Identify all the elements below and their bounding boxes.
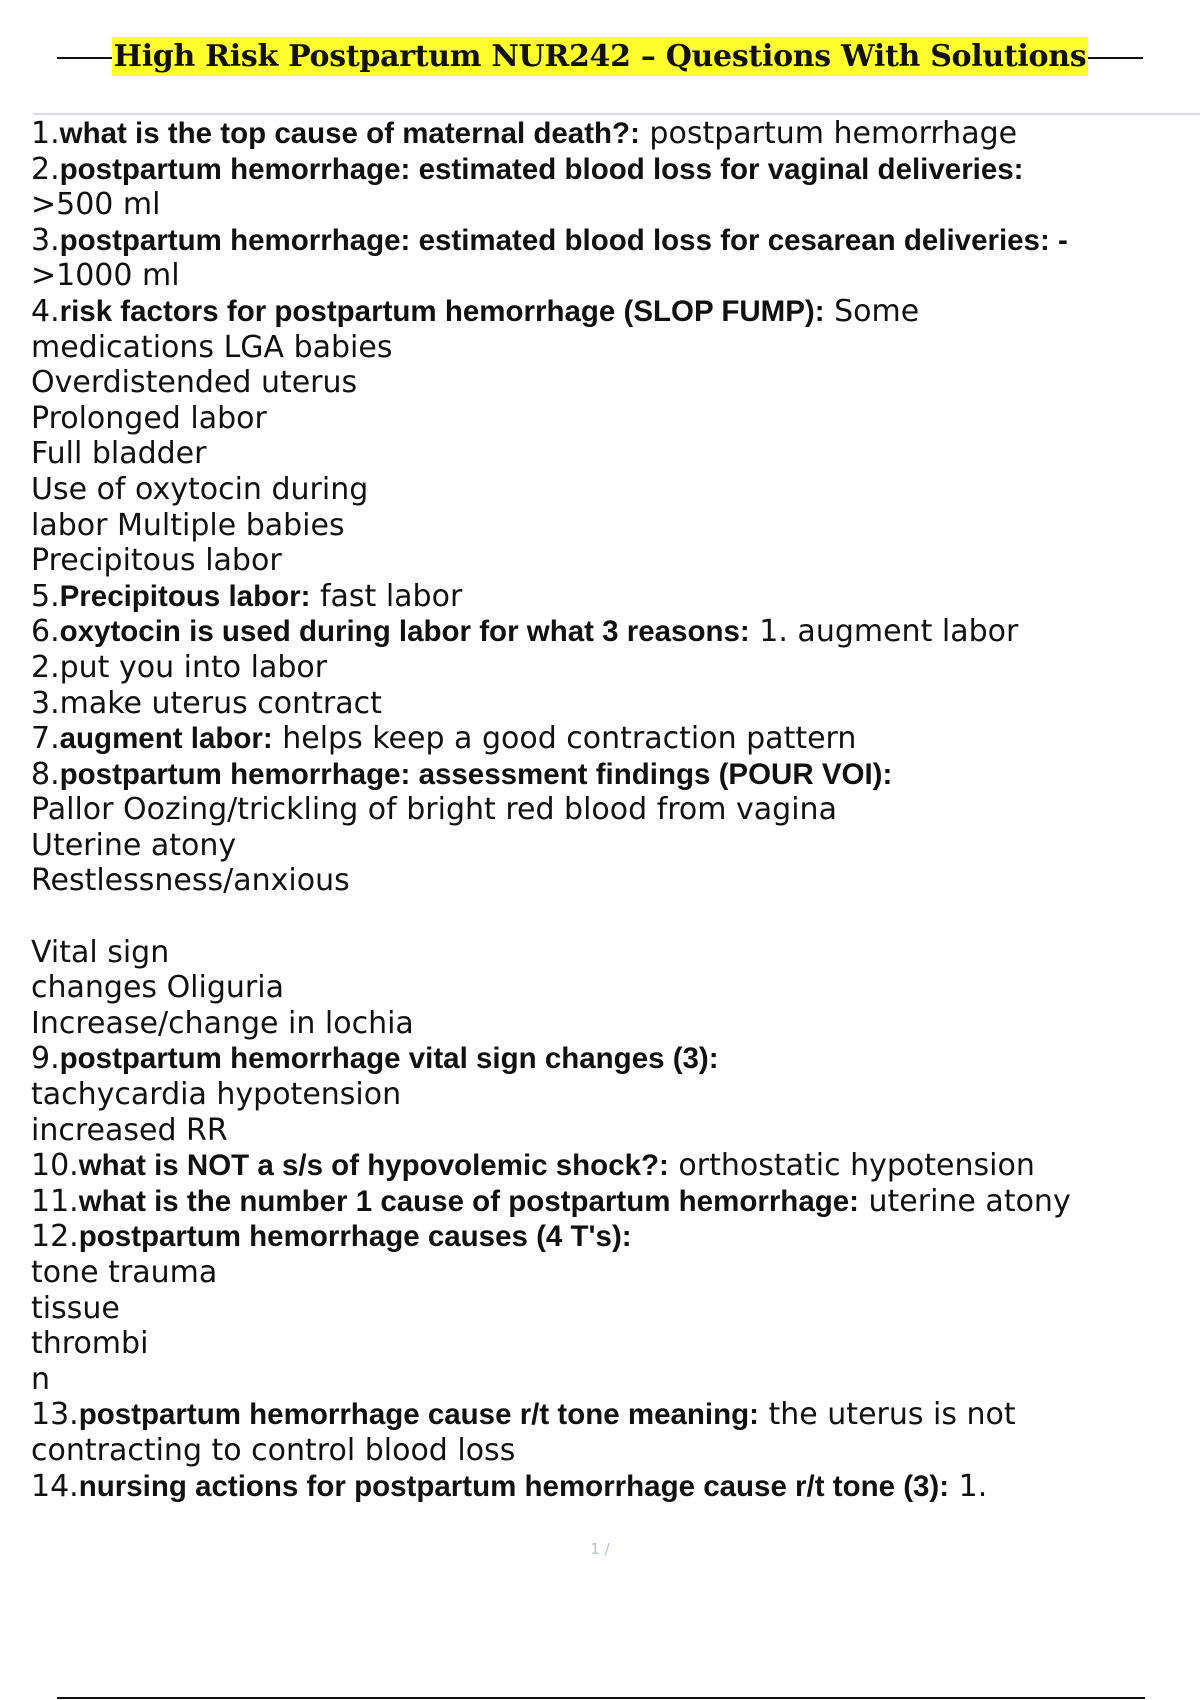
question-text: postpartum hemorrhage: estimated blood loss for cesarean deliveries: - bbox=[59, 223, 1068, 257]
answer-text: Uterine atony bbox=[31, 827, 237, 863]
title-left-rule bbox=[57, 57, 112, 59]
answer-text: thrombi bbox=[31, 1326, 149, 1362]
answer-line bbox=[31, 436, 1181, 472]
answer-text: uterine atony bbox=[858, 1183, 1071, 1219]
answer-line bbox=[31, 258, 1181, 294]
question-line bbox=[31, 1219, 1181, 1255]
answer-line bbox=[31, 401, 1181, 437]
answer-text: contracting to control blood loss bbox=[31, 1432, 516, 1468]
answer-line bbox=[31, 828, 1181, 864]
answer-line bbox=[31, 650, 1181, 686]
answer-text: Increase/change in lochia bbox=[31, 1005, 414, 1041]
question-text: what is the top cause of maternal death?: bbox=[59, 117, 640, 150]
header-divider bbox=[33, 113, 1200, 115]
answer-text: increased RR bbox=[31, 1112, 228, 1148]
answer-line bbox=[31, 970, 1181, 1006]
blank-line bbox=[31, 899, 1181, 935]
answer-text: make uterus contract bbox=[59, 685, 382, 721]
item-number: 2. bbox=[31, 649, 60, 685]
answer-line bbox=[31, 472, 1181, 508]
question-text: risk factors for postpartum hemorrhage (SLOP FUMP): bbox=[59, 294, 825, 328]
question-text: postpartum hemorrhage causes (4 T's): bbox=[78, 1220, 632, 1254]
answer-text: put you into labor bbox=[59, 649, 328, 685]
answer-text: helps keep a good contraction pattern bbox=[272, 721, 857, 757]
answer-text: fast labor bbox=[310, 578, 463, 614]
answer-line bbox=[31, 508, 1181, 544]
answer-line bbox=[31, 1006, 1181, 1042]
answer-text: Full bladder bbox=[31, 436, 207, 472]
item-number: 13. bbox=[31, 1397, 79, 1433]
answer-text: >1000 ml bbox=[31, 258, 180, 294]
answer-line bbox=[31, 1362, 1181, 1398]
document-body bbox=[31, 116, 1181, 1504]
question-line bbox=[31, 579, 1181, 615]
question-line bbox=[31, 223, 1181, 259]
item-number: 2. bbox=[31, 151, 60, 187]
answer-text: Restlessness/anxious bbox=[31, 863, 350, 899]
question-line bbox=[31, 294, 1181, 330]
question-text: postpartum hemorrhage: estimated blood loss for vaginal deliveries: bbox=[59, 152, 1024, 186]
item-number: 3. bbox=[31, 222, 60, 258]
answer-text: tissue bbox=[31, 1290, 120, 1326]
answer-line bbox=[31, 935, 1181, 971]
question-line bbox=[31, 1184, 1181, 1220]
answer-line bbox=[31, 1291, 1181, 1327]
answer-line bbox=[31, 330, 1181, 366]
item-number: 7. bbox=[31, 721, 60, 757]
answer-line bbox=[31, 365, 1181, 401]
answer-text: Pallor Oozing/trickling of bright red blood from vagina bbox=[31, 792, 837, 828]
answer-line bbox=[31, 686, 1181, 722]
answer-line bbox=[31, 543, 1181, 579]
answer-text: orthostatic hypotension bbox=[668, 1148, 1035, 1184]
question-line bbox=[31, 614, 1181, 650]
question-line bbox=[31, 1397, 1181, 1433]
answer-line bbox=[31, 792, 1181, 828]
answer-text: 1. augment labor bbox=[749, 614, 1019, 650]
answer-text: tone trauma bbox=[31, 1255, 218, 1290]
question-text: postpartum hemorrhage: assessment findings (POUR VOI): bbox=[59, 757, 893, 791]
answer-line bbox=[31, 1326, 1181, 1362]
item-number: 5. bbox=[31, 578, 60, 614]
item-number: 11. bbox=[31, 1183, 79, 1219]
answer-line bbox=[31, 187, 1181, 223]
item-number: 14. bbox=[31, 1468, 79, 1504]
answer-line bbox=[31, 1113, 1181, 1149]
answer-text: Vital sign bbox=[31, 934, 170, 970]
question-text: Precipitous labor: bbox=[59, 579, 311, 613]
answer-text: Some bbox=[824, 293, 920, 329]
title-right-rule bbox=[1088, 57, 1143, 59]
answer-text: the uterus is not bbox=[758, 1397, 1016, 1433]
answer-text: postpartum hemorrhage bbox=[639, 116, 1018, 151]
answer-text: Precipitous labor bbox=[31, 543, 282, 579]
answer-text: labor Multiple babies bbox=[31, 507, 345, 543]
question-text: postpartum hemorrhage vital sign changes (3): bbox=[59, 1042, 719, 1076]
question-text: augment labor: bbox=[59, 722, 273, 756]
question-line bbox=[31, 1469, 1181, 1505]
question-text: oxytocin is used during labor for what 3 reasons: bbox=[59, 615, 750, 649]
answer-line bbox=[31, 1255, 1181, 1291]
answer-text: tachycardia hypotension bbox=[31, 1077, 402, 1113]
item-number: 3. bbox=[31, 685, 60, 721]
answer-line bbox=[31, 1077, 1181, 1113]
question-text: what is the number 1 cause of postpartum hemorrhage: bbox=[78, 1184, 859, 1218]
question-line bbox=[31, 1148, 1181, 1184]
item-number: 10. bbox=[31, 1148, 79, 1184]
answer-text: Prolonged labor bbox=[31, 400, 267, 436]
item-number: 1. bbox=[31, 116, 60, 151]
item-number: 6. bbox=[31, 614, 60, 650]
answer-text: Use of oxytocin during bbox=[31, 471, 369, 507]
title-row bbox=[57, 30, 1143, 82]
answer-text: >500 ml bbox=[31, 187, 161, 223]
question-line bbox=[31, 757, 1181, 793]
question-text: postpartum hemorrhage cause r/t tone meaning: bbox=[78, 1398, 759, 1432]
answer-text: 1. bbox=[949, 1468, 988, 1504]
question-line bbox=[31, 1041, 1181, 1077]
question-line bbox=[31, 152, 1181, 188]
item-number: 9. bbox=[31, 1041, 60, 1077]
question-text: nursing actions for postpartum hemorrhage cause r/t tone (3): bbox=[78, 1469, 950, 1503]
question-line bbox=[31, 116, 1181, 152]
page-number: 1 / bbox=[590, 1540, 610, 1558]
answer-text: n bbox=[31, 1361, 51, 1397]
question-text: what is NOT a s/s of hypovolemic shock?: bbox=[78, 1149, 669, 1183]
document-title: High Risk Postpartum NUR242 – Questions With Solutions bbox=[113, 38, 1087, 74]
answer-line bbox=[31, 863, 1181, 899]
question-line bbox=[31, 721, 1181, 757]
item-number: 8. bbox=[31, 756, 60, 792]
footer-divider bbox=[57, 1697, 1145, 1699]
item-number: 12. bbox=[31, 1219, 79, 1255]
answer-text: changes Oliguria bbox=[31, 970, 284, 1006]
answer-text: medications LGA babies bbox=[31, 329, 393, 365]
answer-text: Overdistended uterus bbox=[31, 365, 358, 401]
item-number: 4. bbox=[31, 293, 60, 329]
answer-line bbox=[31, 1433, 1181, 1469]
